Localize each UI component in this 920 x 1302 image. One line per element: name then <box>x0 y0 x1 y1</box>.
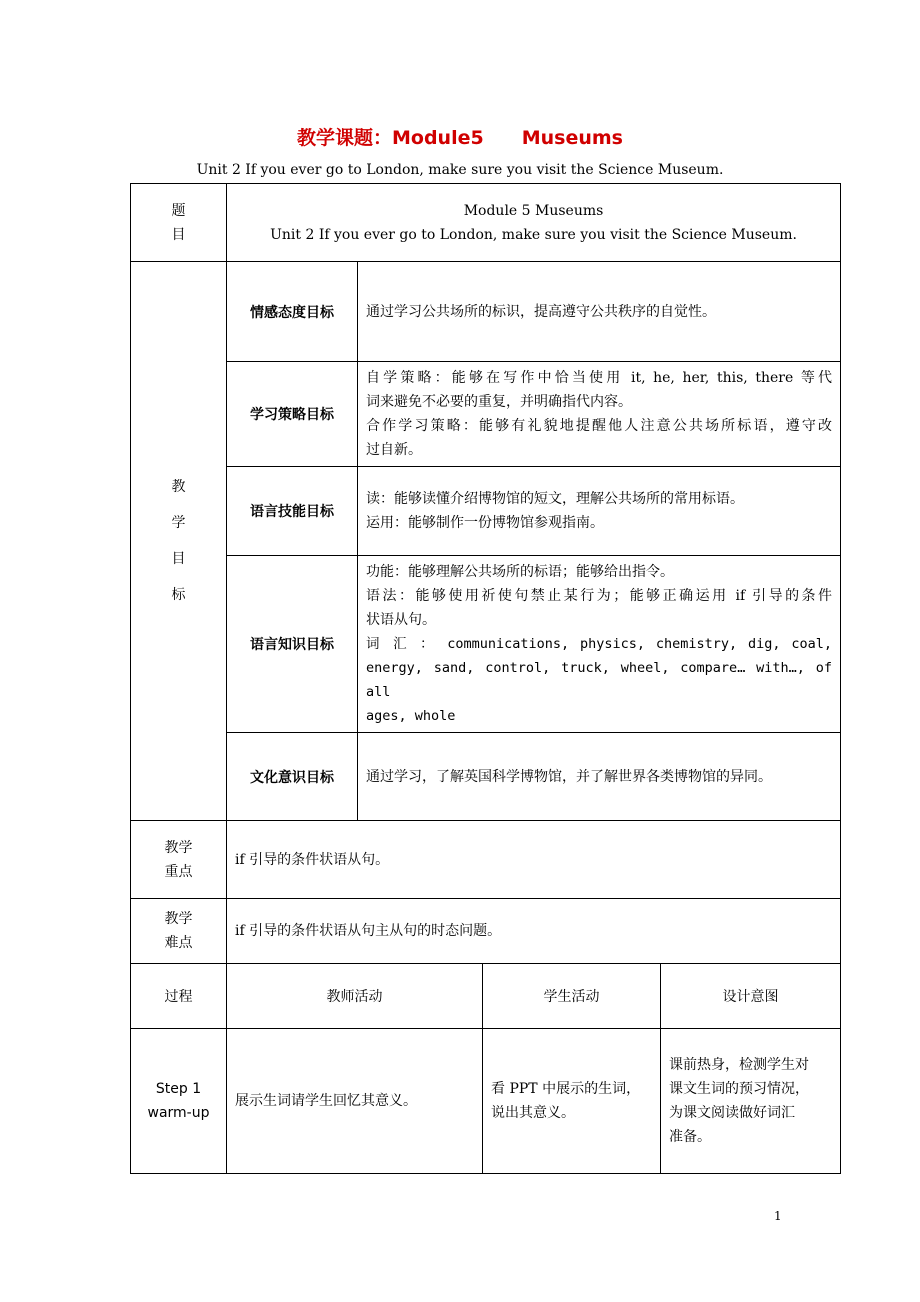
unit-subtitle: Unit 2 If you ever go to London, make sure you visit the Science Museum. <box>196 162 724 178</box>
goal-name: 文化意识目标 <box>227 733 358 821</box>
goal-text: 读：能够读懂介绍博物馆的短文，理解公共场所的常用标语。 运用：能够制作一份博物馆参观指南。 <box>358 467 841 556</box>
topic-content <box>227 184 841 262</box>
page-number: 1 <box>774 1209 782 1223</box>
goal-row <box>131 362 841 467</box>
goal-text: 通过学习公共场所的标识，提高遵守公共秩序的自觉性。 <box>358 262 841 362</box>
process-header-row <box>131 964 841 1029</box>
step-row <box>131 1029 841 1174</box>
step-name: Step 1 warm-up <box>131 1029 227 1174</box>
topic-row <box>131 184 841 262</box>
header-teacher: 教师活动 <box>227 964 483 1029</box>
goal-row <box>131 733 841 821</box>
goal-name: 语言技能目标 <box>227 467 358 556</box>
goal-row <box>131 467 841 556</box>
difficulty-row <box>131 899 841 964</box>
goal-row <box>131 262 841 362</box>
topic-line-2: Unit 2 If you ever go to London, make sure you visit the Science Museum. <box>270 226 797 243</box>
goal-text: 功能：能够理解公共场所的标语；能够给出指令。 语法：能够使用祈使句禁止某行为；能够正确运用 if 引导的条件 状语从句。 词 汇 ： communications, physics, chemistry, dig, coal, energy, sand, control, truck, wheel, compare… with…, of all ages, whole <box>358 556 841 733</box>
key-point-text: if 引导的条件状语从句。 <box>227 821 841 899</box>
header-process: 过程 <box>131 964 227 1029</box>
step-student-activity: 看 PPT 中展示的生词， 说出其意义。 <box>483 1029 661 1174</box>
difficulty-text: if 引导的条件状语从句主从句的时态问题。 <box>227 899 841 964</box>
goal-name: 学习策略目标 <box>227 362 358 467</box>
step-teacher-activity: 展示生词请学生回忆其意义。 <box>227 1029 483 1174</box>
header-student: 学生活动 <box>483 964 661 1029</box>
lesson-plan-table <box>130 183 841 1174</box>
goal-text: 通过学习，了解英国科学博物馆，并了解世界各类博物馆的异同。 <box>358 733 841 821</box>
key-point-label: 教学 重点 <box>131 821 227 899</box>
goal-text: 自学策略：能够在写作中恰当使用 it, he, her, this, there 等代 词来避免不必要的重复，并明确指代内容。 合作学习策略：能够有礼貌地提醒他人注意公共场所标语，遵守改 过自新。 <box>358 362 841 467</box>
goal-row <box>131 556 841 733</box>
key-point-row <box>131 821 841 899</box>
goal-name: 语言知识目标 <box>227 556 358 733</box>
goal-name: 情感态度目标 <box>227 262 358 362</box>
topic-line-1: Module 5 Museums <box>463 202 604 219</box>
difficulty-label: 教学 难点 <box>131 899 227 964</box>
topic-label: 题 目 <box>131 184 227 262</box>
step-design-intent: 课前热身，检测学生对 课文生词的预习情况， 为课文阅读做好词汇 准备。 <box>661 1029 841 1174</box>
header-intent: 设计意图 <box>661 964 841 1029</box>
page-title: 教学课题：Module5 Museums <box>297 127 623 149</box>
goals-label: 教 学 目 标 <box>131 262 227 821</box>
